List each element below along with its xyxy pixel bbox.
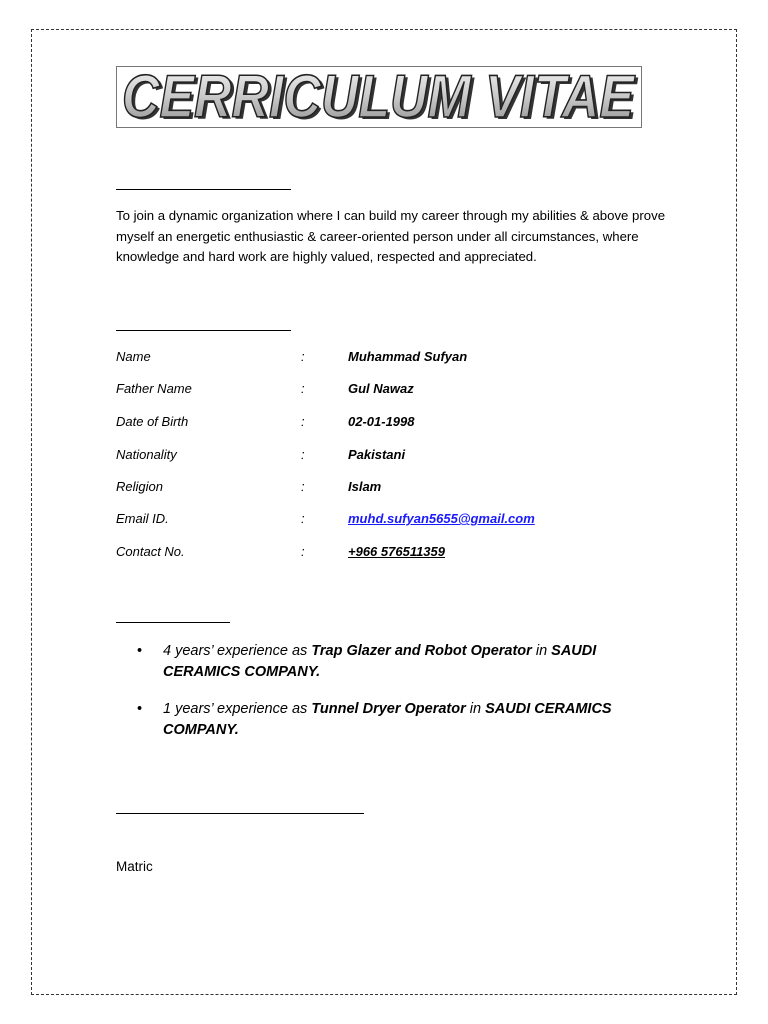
experience-mid: in — [465, 701, 486, 717]
info-value: Muhammad Sufyan — [348, 349, 468, 364]
objective-heading-rule — [116, 189, 291, 190]
personal-row-contact — [116, 544, 676, 564]
experience-prefix: 1 years’ experience as — [163, 701, 312, 717]
info-value: Pakistani — [348, 447, 406, 462]
personal-info-heading-rule — [116, 330, 291, 331]
cv-title-text: CERRICULUM VITAE — [122, 67, 636, 126]
bullet-icon: • — [137, 643, 143, 659]
info-colon: : — [301, 479, 305, 494]
info-colon: : — [301, 447, 305, 462]
cv-title-banner — [116, 66, 642, 128]
cv-title-shadow: CERRICULUM VITAE — [125, 67, 639, 126]
info-colon: : — [301, 381, 305, 396]
info-colon: : — [301, 544, 305, 559]
education-item: Matric — [116, 859, 153, 874]
experience-company: SAUDI CERAMICS COMPANY. — [163, 643, 597, 680]
info-label: Contact No. — [116, 544, 185, 559]
experience-role: Tunnel Dryer Operator — [311, 701, 466, 717]
info-label: Religion — [116, 479, 163, 494]
experience-company: SAUDI CERAMICS COMPANY. — [163, 701, 612, 738]
objective-text: To join a dynamic organization where I can build my career through my abilities & above prove myself an energetic enthusiastic & career-oriented person under all circumstances, where knowledge and hard work are highly valued, respected and appreciated. — [116, 208, 666, 264]
cv-title-graphic — [117, 67, 640, 126]
experience-mid: in — [531, 643, 552, 659]
info-colon: : — [301, 414, 305, 429]
personal-row-nationality — [116, 447, 676, 467]
personal-row-father-name — [116, 381, 676, 401]
info-value: 02-01-1998 — [348, 414, 415, 429]
personal-row-name — [116, 349, 676, 369]
phone-number: +966 576511359 — [348, 544, 445, 559]
info-colon: : — [301, 349, 305, 364]
personal-row-date-of-birth — [116, 414, 676, 434]
info-label: Father Name — [116, 381, 192, 396]
personal-row-religion — [116, 479, 676, 499]
info-colon: : — [301, 511, 305, 526]
info-value: Gul Nawaz — [348, 381, 414, 396]
experience-prefix: 4 years’ experience as — [163, 643, 312, 659]
info-value: Islam — [348, 479, 382, 494]
info-label: Nationality — [116, 447, 177, 462]
experience-role: Trap Glazer and Robot Operator — [311, 643, 532, 659]
bullet-icon: • — [137, 701, 143, 717]
info-label: Name — [116, 349, 151, 364]
personal-row-email — [116, 511, 676, 531]
info-label: Email ID. — [116, 511, 169, 526]
experience-heading-rule — [116, 622, 230, 623]
education-heading-rule — [116, 813, 364, 814]
info-label: Date of Birth — [116, 414, 189, 429]
email-link[interactable]: muhd.sufyan5655@gmail.com — [348, 511, 535, 526]
